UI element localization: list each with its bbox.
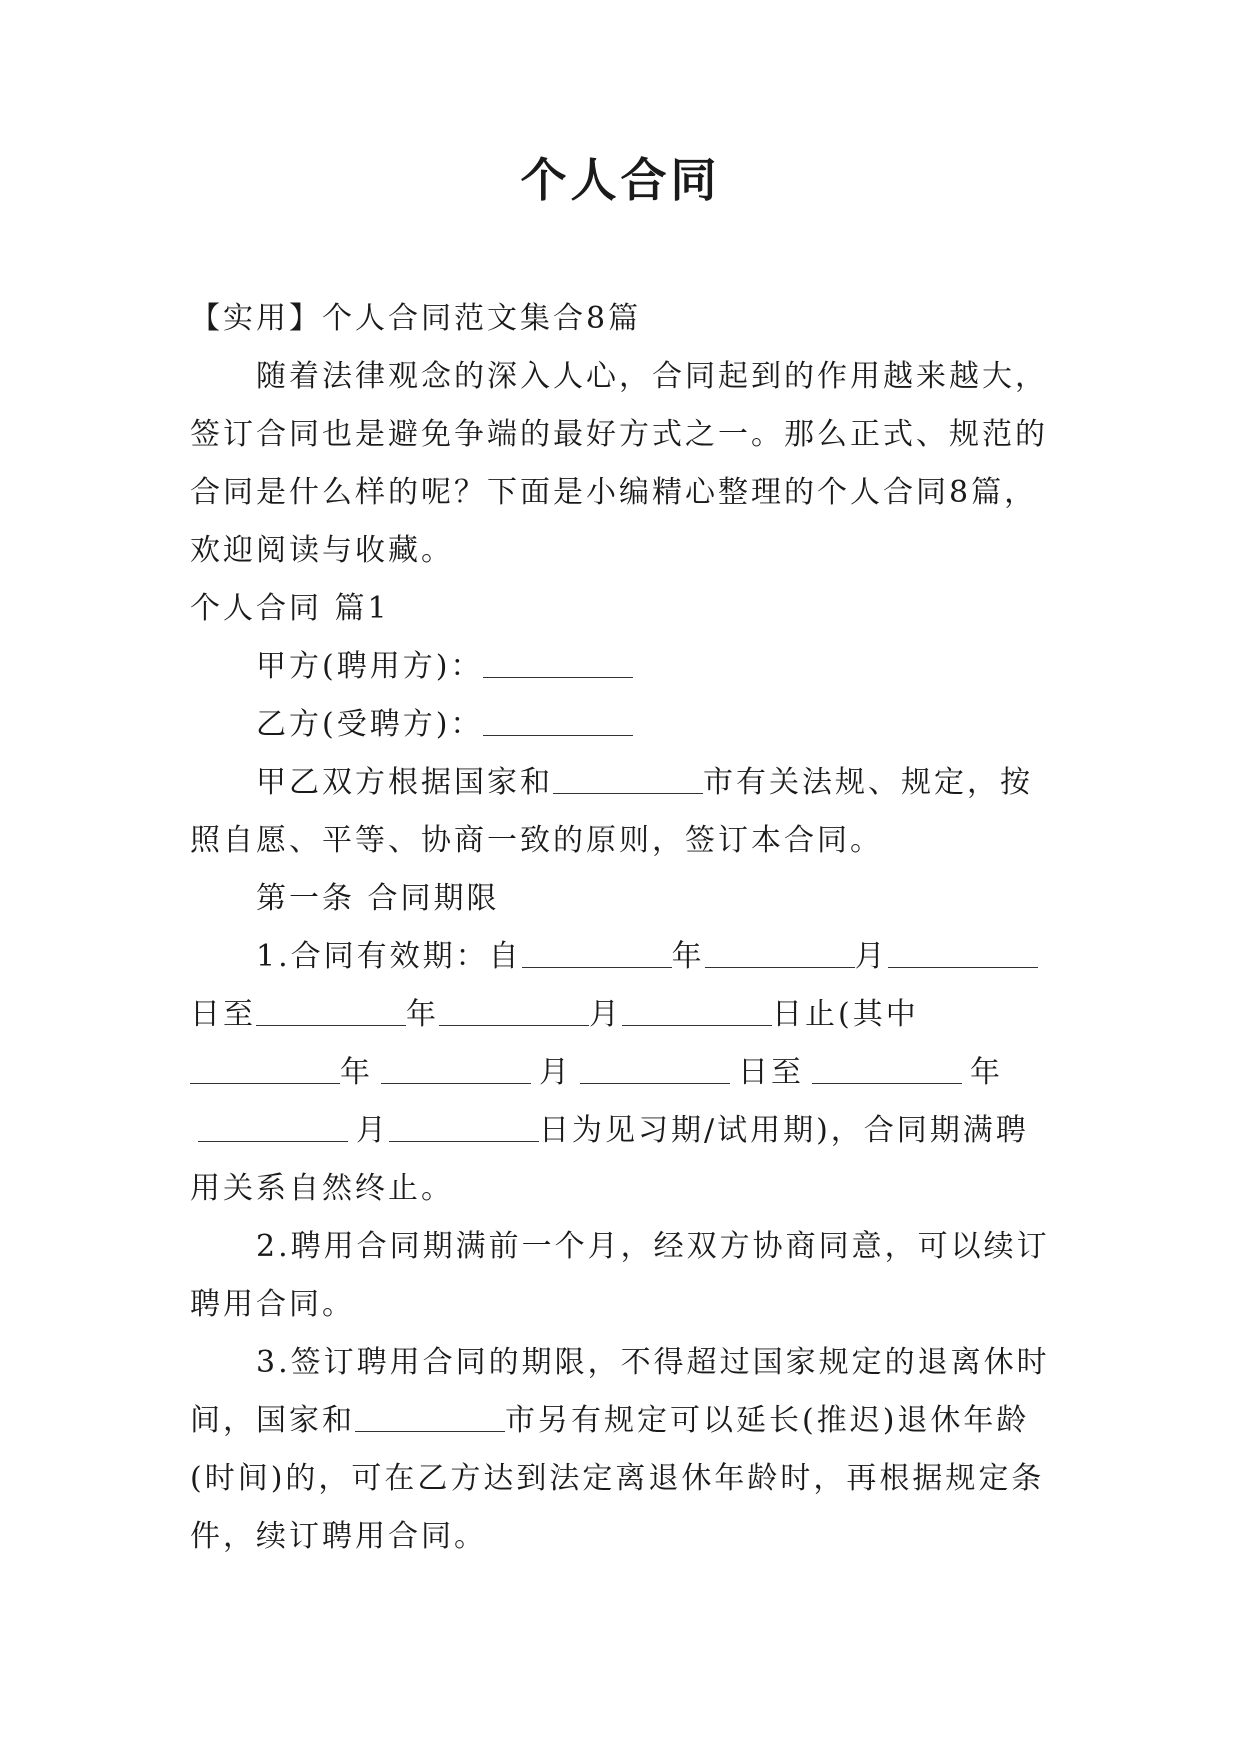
clause1-tail: 日为见习期/试用期)，合同期满聘用关系自然终止。	[190, 1113, 1029, 1206]
year-label: 年	[340, 1055, 373, 1090]
trial-end-day-blank	[389, 1113, 539, 1142]
basis-text-before: 甲乙双方根据国家和	[256, 765, 553, 800]
clause3-text-after: 市另有规定可以延长(推迟)退休年龄(时间)的，可在乙方达到法定离退休年龄时，再根据规定条件，续订聘用合同。	[190, 1403, 1045, 1554]
party-a-blank	[483, 649, 633, 678]
trial-end-year-blank	[812, 1055, 962, 1084]
year-label: 年	[970, 1055, 1003, 1090]
start-day-blank	[888, 939, 1038, 968]
trial-start-year-blank	[190, 1055, 340, 1084]
document-body	[190, 290, 1060, 1566]
basis-paragraph	[190, 754, 1060, 870]
year-label: 年	[406, 997, 439, 1032]
party-a-label: 甲方(聘用方)：	[256, 649, 484, 684]
day-to-label: 日至	[738, 1055, 804, 1090]
trial-end-month-blank	[198, 1113, 348, 1142]
month-label: 月	[356, 1113, 389, 1148]
party-b-blank	[483, 707, 633, 736]
document-title: 个人合同	[520, 153, 721, 207]
end-year-blank	[256, 997, 406, 1026]
month-label: 月	[539, 1055, 572, 1090]
trial-start-day-blank	[580, 1055, 730, 1084]
basis-text-after: 市有关法规、规定，按照自愿、平等、协商一致的原则，签订本合同。	[190, 765, 1033, 858]
party-b-label: 乙方(受聘方)：	[256, 707, 484, 742]
clause3-text-before: 3.签订聘用合同的期限，不得超过国家规定的退离休时间，国家和	[190, 1345, 1050, 1438]
party-a-line	[190, 638, 1060, 696]
year-label: 年	[671, 939, 705, 974]
subtitle: 【实用】个人合同范文集合8篇	[190, 301, 642, 336]
clause1-lead: 1.合同有效期：自	[256, 939, 522, 974]
end-day-blank	[622, 997, 772, 1026]
party-b-line	[190, 696, 1060, 754]
clause1-paragraph	[190, 928, 1060, 1218]
start-month-blank	[705, 939, 855, 968]
trial-start-month-blank	[381, 1055, 531, 1084]
city-blank	[553, 765, 703, 794]
month-label: 月	[589, 997, 622, 1032]
article1-heading: 第一条 合同期限	[256, 881, 500, 916]
end-month-blank	[439, 997, 589, 1026]
clause3-paragraph	[190, 1334, 1060, 1566]
clause2-paragraph: 2.聘用合同期满前一个月，经双方协商同意，可以续订聘用合同。	[190, 1229, 1050, 1322]
day-end-label: 日止(其中	[772, 997, 919, 1032]
start-year-blank	[522, 939, 672, 968]
section-heading: 个人合同 篇1	[190, 591, 390, 626]
day-to-label: 日至	[190, 997, 256, 1032]
intro-paragraph: 随着法律观念的深入人心，合同起到的作用越来越大，签订合同也是避免争端的最好方式之一。那么正式、规范的合同是什么样的呢？下面是小编精心整理的个人合同8篇，欢迎阅读与收藏。	[190, 359, 1048, 568]
month-label: 月	[854, 939, 888, 974]
clause3-city-blank	[355, 1403, 505, 1432]
